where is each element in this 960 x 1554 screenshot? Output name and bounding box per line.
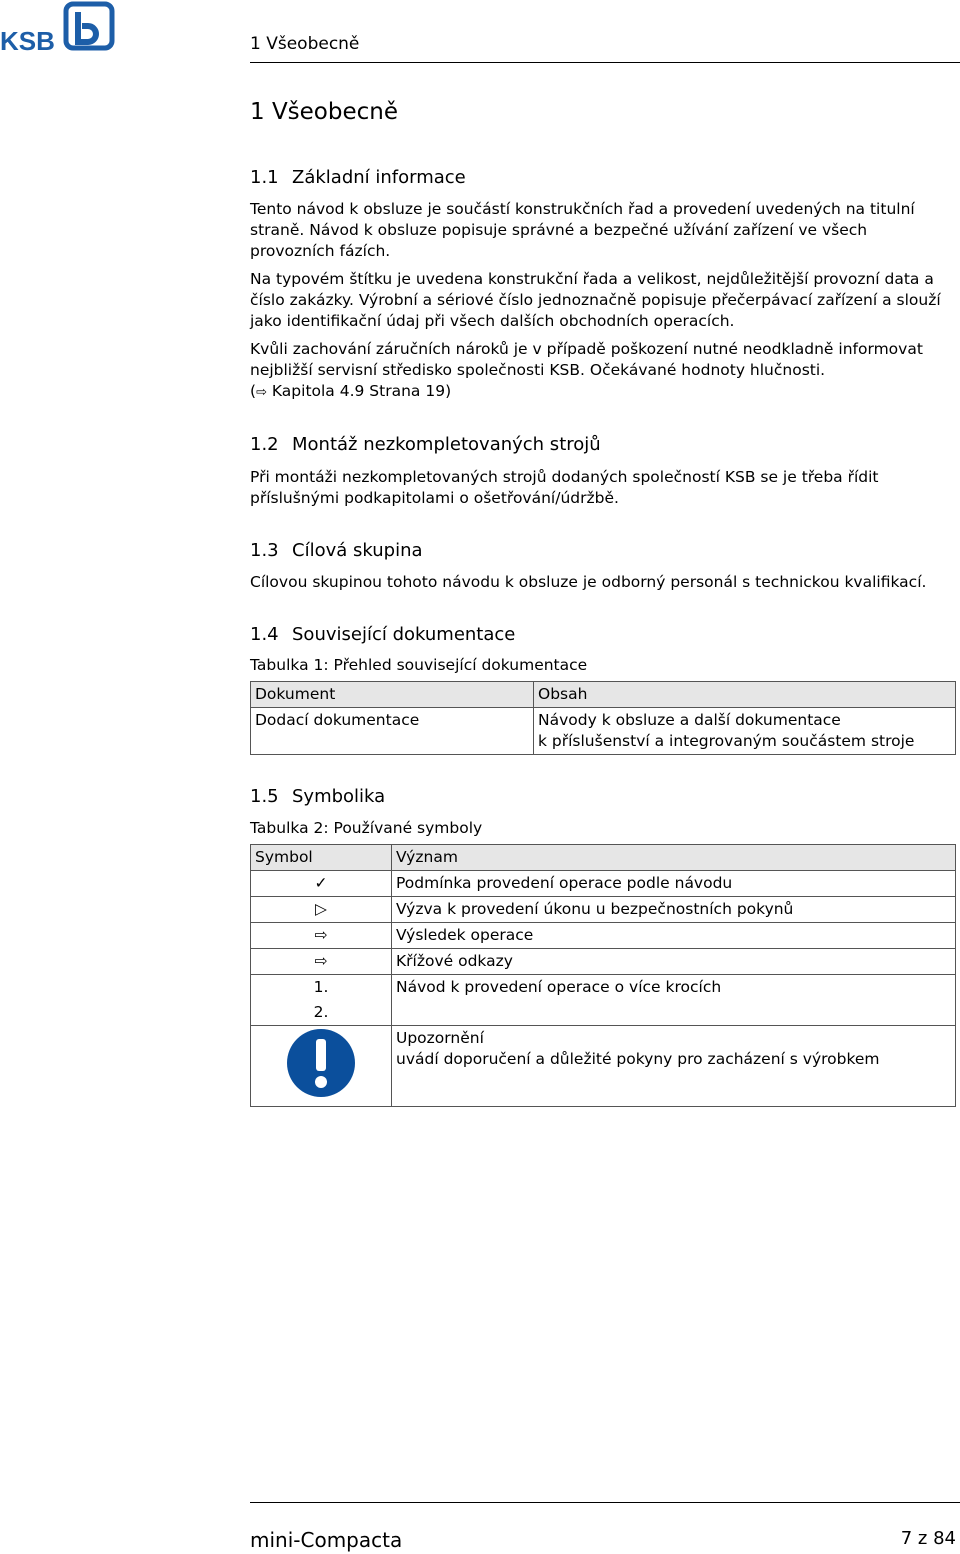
footer-rule bbox=[250, 1502, 960, 1503]
chapter-title: 1 Všeobecně bbox=[250, 99, 399, 125]
paragraph: Tento návod k obsluze je součástí konstrukčních řad a provedení uvedených na titulní straně. Návod k obsluze popisuje správné a bezpečné užívání zařízení ve všech provozních fázích. bbox=[250, 200, 915, 261]
table-cell bbox=[392, 1000, 956, 1026]
column-header: Dokument bbox=[251, 682, 534, 708]
section-heading: 1.5 Symbolika bbox=[250, 786, 386, 808]
table-row bbox=[251, 896, 956, 922]
related-docs-table bbox=[250, 681, 956, 755]
action-triangle-icon: ▷ bbox=[251, 896, 392, 922]
table-row bbox=[251, 922, 956, 948]
table-row bbox=[251, 870, 956, 896]
table-cell: Výzva k provedení úkonu u bezpečnostních pokynů bbox=[392, 896, 956, 922]
table-cell: Podmínka provedení operace podle návodu bbox=[392, 870, 956, 896]
section-1-1 bbox=[250, 166, 956, 403]
table-row bbox=[251, 1000, 956, 1026]
warning-symbol-cell bbox=[251, 1025, 392, 1106]
column-header: Symbol bbox=[251, 844, 392, 870]
table-caption: Tabulka 1: Přehled související dokumentace bbox=[250, 656, 588, 675]
table-caption: Tabulka 2: Používané symboly bbox=[250, 818, 483, 837]
column-header: Obsah bbox=[534, 682, 956, 708]
table-row bbox=[251, 974, 956, 1000]
cross-reference-arrow-icon: ⇨ bbox=[251, 948, 392, 974]
step-number: 2. bbox=[251, 1000, 392, 1026]
table-cell: Upozornění uvádí doporučení a důležité pokyny pro zacházení s výrobkem bbox=[392, 1025, 956, 1106]
paragraph: Cílovou skupinou tohoto návodu k obsluze je odborný personál s technickou kvalifikací. bbox=[250, 573, 927, 592]
section-heading: 1.4 Související dokumentace bbox=[250, 624, 516, 646]
footer-page-number: 7 z 84 bbox=[900, 1528, 956, 1549]
table-row bbox=[251, 1025, 956, 1106]
section-heading: 1.3 Cílová skupina bbox=[250, 539, 423, 561]
running-header-title: 1 Všeobecně bbox=[250, 34, 360, 54]
section-heading: 1.2 Montáž nezkompletovaných strojů bbox=[250, 434, 601, 456]
table-cell: Návody k obsluze a další dokumentace k příslušenství a integrovaným součástem stroje bbox=[534, 708, 956, 755]
section-1-4 bbox=[250, 623, 956, 755]
cross-reference-link[interactable]: Kapitola 4.9 Strana 19) bbox=[271, 382, 452, 401]
section-heading: 1.1 Základní informace bbox=[250, 166, 466, 188]
symbols-table bbox=[250, 844, 956, 1107]
warning-icon bbox=[286, 1028, 356, 1098]
table-cell: Návod k provedení operace o více krocích bbox=[392, 974, 956, 1000]
paragraph: Kvůli zachování záručních nároků je v případě poškození nutné neodkladně informovat nejbližší servisní středisko společnosti KSB. Očekávané hodnoty hlučnosti. (⇨ Kapitola 4.9 Strana 19) bbox=[250, 339, 956, 403]
footer-product: mini-Compacta bbox=[250, 1528, 403, 1552]
column-header: Význam bbox=[392, 844, 956, 870]
table-row bbox=[251, 708, 956, 755]
section-1-2 bbox=[250, 433, 956, 508]
section-1-5 bbox=[250, 785, 956, 1106]
header-rule bbox=[250, 62, 960, 63]
checkmark-icon: ✓ bbox=[251, 870, 392, 896]
page-content bbox=[250, 98, 956, 1137]
result-arrow-icon: ⇨ bbox=[251, 922, 392, 948]
step-number: 1. bbox=[251, 974, 392, 1000]
table-row bbox=[251, 948, 956, 974]
svg-text:KSB: KSB bbox=[0, 26, 55, 56]
table-cell: Výsledek operace bbox=[392, 922, 956, 948]
section-1-3 bbox=[250, 539, 956, 593]
table-cell: Dodací dokumentace bbox=[251, 708, 534, 755]
paragraph: Při montáži nezkompletovaných strojů dodaných společností KSB se je třeba řídit příslušnými podkapitolami o ošetřování/údržbě. bbox=[250, 467, 879, 507]
table-cell: Křížové odkazy bbox=[392, 948, 956, 974]
paragraph: Na typovém štítku je uvedena konstrukční řada a velikost, nejdůležitější provozní data a číslo zakázky. Výrobní a sériové číslo jednoznačně popisuje přečerpávací zařízení a slouží jako identifikační údaj při všech dalších obchodních operacích. bbox=[250, 270, 941, 331]
ksb-logo bbox=[0, 0, 116, 56]
cross-reference-arrow-icon: ⇨ bbox=[256, 385, 267, 401]
